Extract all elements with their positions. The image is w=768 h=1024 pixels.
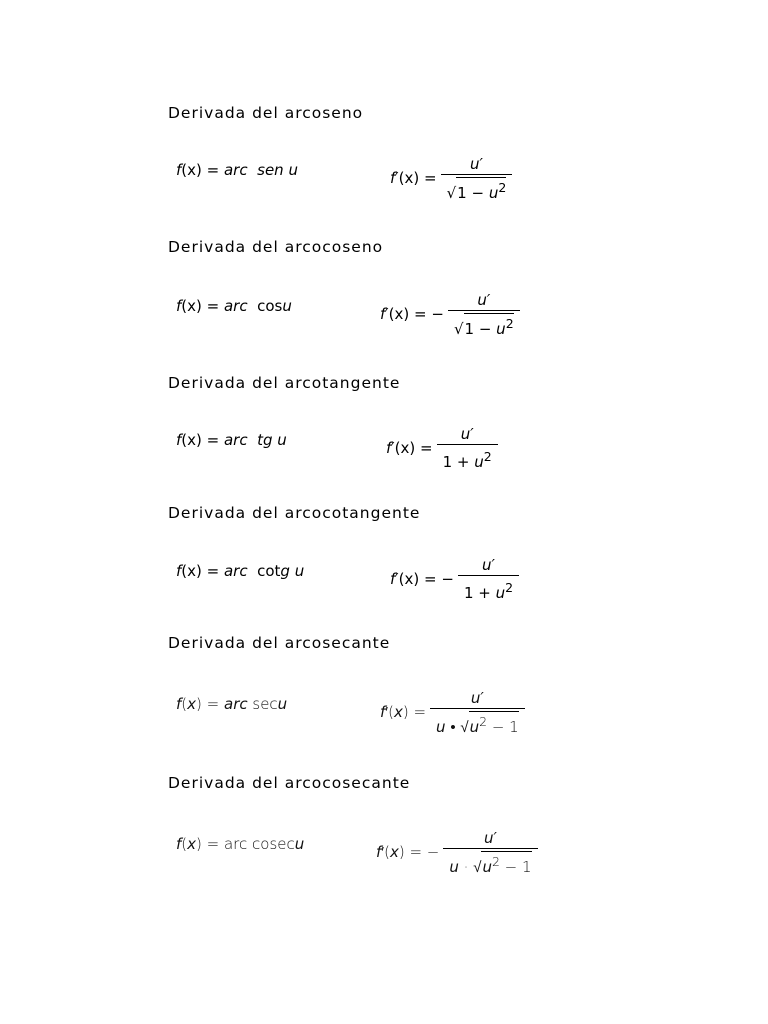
derivative-formula: f ′(x) = $\frac{u'}{√1 - u^2}$ [390, 148, 512, 208]
fraction: $\frac{u'}{√1 - u^2}$ [441, 154, 513, 203]
fraction: $\frac{u'}{u \cdot √u^2 - 1}$ [443, 828, 537, 877]
derivative-formula: f ′(x) = − $\frac{u'}{1 + u^2}$ [390, 549, 519, 609]
heading-arcocoseno: Derivada del arcocoseno [168, 238, 384, 256]
fraction: $\frac{u'}{1 + u^2}$ [458, 555, 519, 603]
formula-row-arcocoseno [0, 292, 768, 352]
fraction: $\frac{u'}{√1 - u^2}$ [448, 290, 520, 339]
heading-arcosecante: Derivada del arcosecante [168, 634, 391, 652]
function-definition: f(x) = arc sen u [176, 161, 298, 179]
function-definition: f(x) = arc tg u [176, 431, 287, 449]
function-definition: f(x) = arc cosecu [176, 835, 305, 853]
derivative-formula: f ′(x) = − $\frac{u'}{√1 - u^2}$ [380, 284, 520, 344]
derivative-formula: f ′(x) = $\frac{u'}{1 + u^2}$ [386, 418, 498, 478]
formula-row-arcoseno [0, 156, 768, 216]
heading-arcoseno: Derivada del arcoseno [168, 104, 364, 122]
formula-row-arcocosecante [0, 830, 768, 890]
heading-arcocosecante: Derivada del arcocosecante [168, 774, 411, 792]
formula-row-arcotangente [0, 426, 768, 486]
function-definition: f(x) = arc cotg u [176, 562, 305, 580]
heading-arcotangente: Derivada del arcotangente [168, 374, 401, 392]
heading-arcocotangente: Derivada del arcocotangente [168, 504, 421, 522]
fraction: $\frac{u'}{1 + u^2}$ [437, 424, 498, 472]
formula-row-arcosecante [0, 690, 768, 750]
derivative-formula: f ′( x ) = − $\frac{u'}{u \cdot √u^2 - 1}$ [376, 822, 538, 882]
fraction: $\frac{u'}{u • √u^2 - 1}$ [430, 688, 525, 737]
function-definition: f(x) = arc cosu [176, 297, 292, 315]
formula-row-arcocotangente [0, 557, 768, 617]
derivative-formula: f ′( x ) = $\frac{u'}{u • √u^2 - 1}$ [380, 682, 525, 742]
function-definition: f(x) = arc secu [176, 695, 288, 713]
